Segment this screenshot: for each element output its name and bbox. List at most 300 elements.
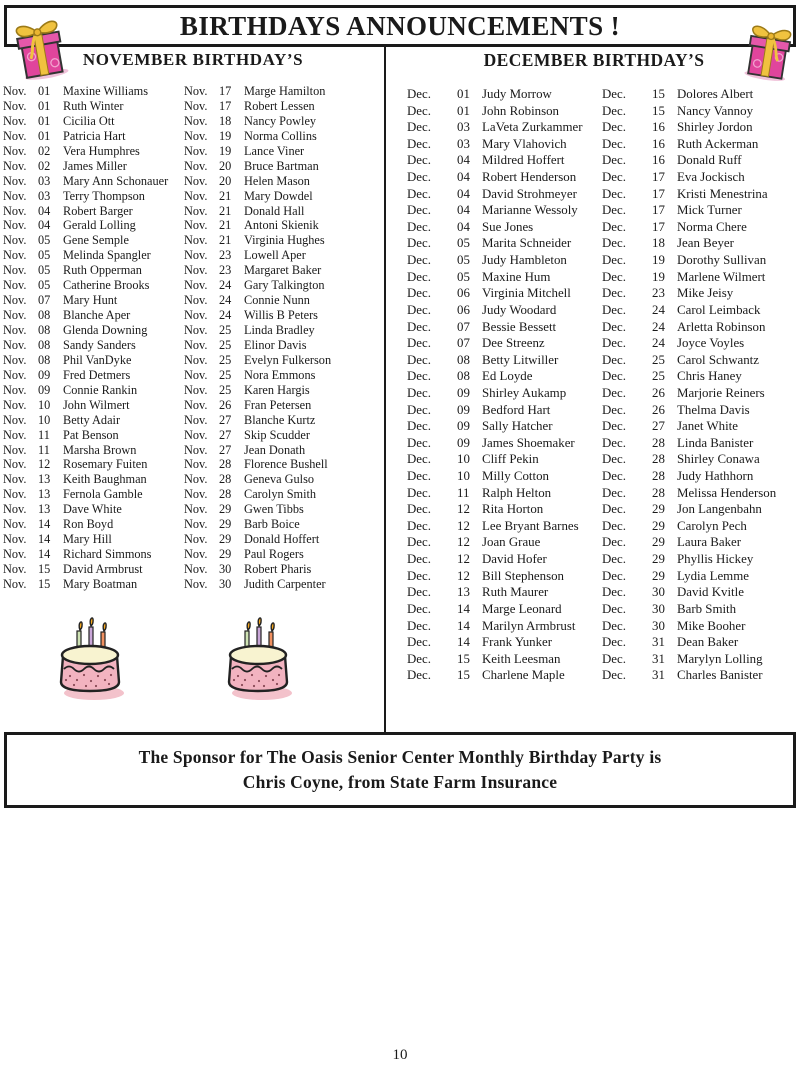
birthday-row bbox=[184, 413, 382, 428]
birthday-row bbox=[602, 651, 800, 668]
birthday-row bbox=[3, 338, 183, 353]
birthday-month: Nov. bbox=[184, 203, 208, 218]
birthday-day: 01 bbox=[38, 98, 51, 113]
birthday-row bbox=[407, 634, 603, 651]
birthday-name: Florence Bushell bbox=[244, 457, 328, 472]
birthday-name: Betty Litwiller bbox=[482, 352, 559, 367]
birthday-row bbox=[3, 114, 183, 129]
birthday-name: Kristi Menestrina bbox=[677, 186, 768, 201]
birthday-name: Blanche Kurtz bbox=[244, 412, 316, 427]
birthday-row bbox=[3, 487, 183, 502]
birthday-month: Dec. bbox=[407, 319, 431, 334]
birthday-name: Fred Detmers bbox=[63, 367, 131, 382]
birthday-name: Fernola Gamble bbox=[63, 487, 143, 502]
birthday-month: Nov. bbox=[3, 293, 27, 308]
birthday-row bbox=[602, 319, 800, 336]
birthday-month: Dec. bbox=[602, 203, 626, 218]
birthday-day: 26 bbox=[219, 397, 232, 412]
birthday-month: Dec. bbox=[602, 452, 626, 467]
birthday-name: Ed Loyde bbox=[482, 369, 533, 384]
birthday-month: Dec. bbox=[407, 336, 431, 351]
birthday-day: 04 bbox=[38, 203, 51, 218]
birthday-row bbox=[184, 577, 382, 592]
birthday-month: Dec. bbox=[602, 651, 626, 666]
birthday-name: Paul Rogers bbox=[244, 547, 304, 562]
birthday-month: Dec. bbox=[407, 136, 431, 151]
birthday-month: Nov. bbox=[3, 337, 27, 352]
birthday-name: Judy Hambleton bbox=[482, 253, 567, 268]
birthday-month: Dec. bbox=[407, 87, 431, 101]
birthday-day: 30 bbox=[652, 585, 665, 600]
birthday-row bbox=[3, 517, 183, 532]
birthday-day: 16 bbox=[652, 153, 665, 168]
birthday-day: 01 bbox=[457, 103, 470, 118]
birthday-day: 09 bbox=[457, 419, 470, 434]
birthday-row bbox=[184, 547, 382, 562]
birthday-month: Dec. bbox=[602, 469, 626, 484]
birthday-month: Nov. bbox=[3, 487, 27, 502]
birthday-name: Ruth Maurer bbox=[482, 585, 549, 600]
sponsor-line-1: The Sponsor for The Oasis Senior Center Monthly Birthday Party is bbox=[138, 747, 662, 767]
birthday-month: Nov. bbox=[3, 173, 27, 188]
birthday-name: John Wilmert bbox=[63, 397, 130, 412]
birthday-row bbox=[3, 413, 183, 428]
birthday-row bbox=[3, 443, 183, 458]
birthday-month: Nov. bbox=[184, 397, 208, 412]
birthday-row bbox=[184, 472, 382, 487]
birthday-name: Rosemary Fuiten bbox=[63, 457, 148, 472]
birthday-day: 25 bbox=[219, 382, 232, 397]
birthday-name: Connie Nunn bbox=[244, 293, 310, 308]
birthday-name: Shirley Conawa bbox=[677, 452, 760, 467]
birthday-name: Robert Pharis bbox=[244, 562, 312, 576]
birthday-row bbox=[3, 159, 183, 174]
birthday-day: 23 bbox=[652, 286, 665, 301]
birthday-row bbox=[184, 532, 382, 547]
birthday-name: Jean Beyer bbox=[677, 236, 734, 251]
birthday-row bbox=[184, 353, 382, 368]
birthday-name: Marge Leonard bbox=[482, 601, 562, 616]
birthday-day: 01 bbox=[38, 113, 51, 128]
birthday-name: Virginia Mitchell bbox=[482, 286, 571, 301]
birthday-row bbox=[407, 302, 603, 319]
birthday-row bbox=[407, 418, 603, 435]
birthday-month: Nov. bbox=[3, 158, 27, 173]
birthday-day: 12 bbox=[38, 457, 51, 472]
birthday-row bbox=[3, 233, 183, 248]
birthday-name: David Strohmeyer bbox=[482, 186, 577, 201]
birthday-month: Nov. bbox=[3, 382, 27, 397]
birthday-name: Mick Turner bbox=[677, 203, 742, 218]
birthday-name: Donald Hall bbox=[244, 203, 305, 218]
november-list-column-1 bbox=[3, 84, 183, 592]
birthday-row bbox=[407, 86, 603, 103]
birthday-name: Thelma Davis bbox=[677, 402, 750, 417]
birthday-day: 21 bbox=[219, 233, 232, 248]
birthday-row bbox=[407, 435, 603, 452]
birthday-month: Dec. bbox=[407, 452, 431, 467]
birthday-day: 15 bbox=[457, 668, 470, 683]
birthday-day: 12 bbox=[457, 568, 470, 583]
birthday-name: Blanche Aper bbox=[63, 308, 131, 323]
birthday-day: 07 bbox=[457, 319, 470, 334]
birthday-month: Nov. bbox=[184, 188, 208, 203]
birthday-day: 28 bbox=[652, 485, 665, 500]
birthday-name: Virginia Hughes bbox=[244, 233, 325, 248]
birthday-name: Laura Baker bbox=[677, 535, 742, 550]
birthday-row bbox=[602, 451, 800, 468]
birthday-row bbox=[602, 534, 800, 551]
birthday-row bbox=[407, 335, 603, 352]
birthday-name: Robert Lessen bbox=[244, 98, 315, 113]
birthday-day: 17 bbox=[652, 203, 665, 218]
birthday-month: Dec. bbox=[602, 618, 626, 633]
birthday-day: 09 bbox=[457, 402, 470, 417]
birthday-month: Dec. bbox=[407, 286, 431, 301]
birthday-row bbox=[407, 651, 603, 668]
birthday-day: 27 bbox=[219, 412, 232, 427]
birthday-row bbox=[602, 119, 800, 136]
birthday-row bbox=[407, 136, 603, 153]
birthday-day: 12 bbox=[457, 518, 470, 533]
birthday-month: Nov. bbox=[184, 248, 208, 263]
birthday-month: Nov. bbox=[3, 427, 27, 442]
birthday-name: Melissa Henderson bbox=[677, 485, 777, 500]
birthday-day: 04 bbox=[457, 203, 470, 218]
birthday-row bbox=[407, 352, 603, 369]
december-list-column-2 bbox=[602, 86, 800, 684]
birthday-day: 04 bbox=[457, 170, 470, 185]
birthday-name: Joyce Voyles bbox=[677, 336, 745, 351]
birthday-day: 25 bbox=[219, 337, 232, 352]
birthday-name: Shirley Aukamp bbox=[482, 385, 567, 400]
birthday-name: Lowell Aper bbox=[244, 248, 306, 263]
birthday-month: Nov. bbox=[184, 218, 208, 233]
birthday-day: 03 bbox=[457, 136, 470, 151]
birthday-row bbox=[407, 518, 603, 535]
birthday-name: Sue Jones bbox=[482, 219, 534, 234]
birthday-row bbox=[3, 383, 183, 398]
birthday-name: Jon Langenbahn bbox=[677, 502, 762, 517]
birthday-month: Dec. bbox=[602, 302, 626, 317]
birthday-month: Nov. bbox=[184, 472, 208, 487]
birthday-name: James Miller bbox=[63, 158, 127, 173]
birthday-row bbox=[3, 398, 183, 413]
birthday-month: Dec. bbox=[407, 219, 431, 234]
birthday-name: Karen Hargis bbox=[244, 382, 310, 397]
birthday-name: Lance Viner bbox=[244, 143, 305, 158]
birthday-row bbox=[3, 293, 183, 308]
birthday-name: Fran Petersen bbox=[244, 397, 312, 412]
birthday-month: Dec. bbox=[407, 502, 431, 517]
birthday-month: Dec. bbox=[407, 518, 431, 533]
birthday-day: 18 bbox=[652, 236, 665, 251]
birthday-name: Cliff Pekin bbox=[482, 452, 539, 467]
birthday-day: 05 bbox=[457, 236, 470, 251]
birthday-row bbox=[3, 263, 183, 278]
november-heading: NOVEMBER BIRTHDAY’S bbox=[82, 50, 304, 69]
birthday-cake-icon bbox=[52, 614, 130, 702]
birthday-row bbox=[3, 368, 183, 383]
birthday-name: Ruth Winter bbox=[63, 98, 124, 113]
birthday-name: Ruth Ackerman bbox=[677, 136, 759, 151]
birthday-month: Dec. bbox=[602, 236, 626, 251]
birthday-month: Nov. bbox=[184, 233, 208, 248]
birthday-day: 13 bbox=[38, 472, 51, 487]
birthday-month: Nov. bbox=[184, 532, 208, 547]
birthday-row bbox=[184, 398, 382, 413]
birthday-month: Nov. bbox=[3, 472, 27, 487]
birthday-month: Nov. bbox=[184, 457, 208, 472]
birthday-day: 13 bbox=[38, 487, 51, 502]
birthday-day: 27 bbox=[219, 442, 232, 457]
birthday-day: 08 bbox=[38, 323, 51, 337]
birthday-row bbox=[184, 99, 382, 114]
birthday-row bbox=[407, 252, 603, 269]
birthday-row bbox=[602, 86, 800, 103]
birthday-row bbox=[602, 601, 800, 618]
birthday-day: 14 bbox=[457, 601, 470, 616]
birthday-day: 15 bbox=[652, 103, 665, 118]
november-list-column-2 bbox=[184, 84, 382, 592]
birthday-name: Joan Graue bbox=[482, 535, 541, 550]
birthday-name: David Armbrust bbox=[63, 562, 143, 576]
birthday-row bbox=[407, 285, 603, 302]
birthday-name: Norma Collins bbox=[244, 128, 317, 143]
birthday-name: Ron Boyd bbox=[63, 517, 114, 532]
birthday-row bbox=[3, 502, 183, 517]
birthday-day: 19 bbox=[219, 143, 232, 158]
birthday-name: Marianne Wessoly bbox=[482, 203, 578, 218]
birthday-month: Dec. bbox=[602, 635, 626, 650]
birthday-name: Barb Smith bbox=[677, 601, 737, 616]
birthday-row bbox=[407, 534, 603, 551]
birthday-month: Dec. bbox=[407, 585, 431, 600]
birthday-day: 24 bbox=[652, 319, 665, 334]
birthday-name: James Shoemaker bbox=[482, 435, 575, 450]
birthday-month: Dec. bbox=[602, 120, 626, 135]
birthday-name: Geneva Gulso bbox=[244, 472, 315, 487]
birthday-row bbox=[184, 204, 382, 219]
gift-icon bbox=[10, 15, 72, 81]
birthday-name: Marita Schneider bbox=[482, 236, 572, 251]
birthday-row bbox=[407, 501, 603, 518]
birthday-day: 01 bbox=[457, 87, 470, 101]
birthday-row bbox=[602, 518, 800, 535]
birthday-day: 10 bbox=[38, 397, 51, 412]
column-divider bbox=[384, 44, 386, 733]
birthday-month: Dec. bbox=[407, 635, 431, 650]
birthday-row bbox=[3, 472, 183, 487]
birthday-name: Frank Yunker bbox=[482, 635, 553, 650]
birthday-name: Marilyn Armbrust bbox=[482, 618, 576, 633]
birthday-row bbox=[3, 129, 183, 144]
birthday-row bbox=[407, 568, 603, 585]
birthday-month: Nov. bbox=[184, 517, 208, 532]
birthday-name: Elinor Davis bbox=[244, 337, 307, 352]
birthday-month: Dec. bbox=[602, 186, 626, 201]
birthday-row bbox=[3, 532, 183, 547]
birthday-row bbox=[184, 278, 382, 293]
birthday-day: 24 bbox=[219, 278, 232, 293]
birthday-name: Phil VanDyke bbox=[63, 352, 132, 367]
birthday-row bbox=[3, 428, 183, 443]
birthday-row bbox=[407, 169, 603, 186]
birthday-name: Donald Ruff bbox=[677, 153, 742, 168]
birthday-day: 30 bbox=[652, 618, 665, 633]
birthday-day: 03 bbox=[38, 173, 51, 188]
birthday-name: Mary Hill bbox=[63, 532, 112, 547]
birthday-row bbox=[184, 248, 382, 263]
birthday-name: John Robinson bbox=[482, 103, 559, 118]
birthday-row bbox=[184, 114, 382, 129]
birthday-day: 29 bbox=[652, 502, 665, 517]
birthday-month: Dec. bbox=[602, 153, 626, 168]
birthday-day: 29 bbox=[219, 532, 232, 547]
birthday-month: Dec. bbox=[602, 585, 626, 600]
birthday-name: Linda Banister bbox=[677, 435, 754, 450]
birthday-row bbox=[3, 457, 183, 472]
birthday-name: Nancy Powley bbox=[244, 113, 317, 128]
birthday-row bbox=[602, 418, 800, 435]
birthday-row bbox=[407, 584, 603, 601]
birthday-name: Glenda Downing bbox=[63, 323, 148, 337]
birthday-month: Nov. bbox=[184, 427, 208, 442]
birthday-row bbox=[3, 308, 183, 323]
birthday-row bbox=[602, 335, 800, 352]
birthday-row bbox=[602, 235, 800, 252]
birthday-name: Vera Humphres bbox=[63, 143, 140, 158]
birthday-day: 28 bbox=[652, 452, 665, 467]
birthday-day: 29 bbox=[652, 568, 665, 583]
birthday-row bbox=[602, 152, 800, 169]
birthday-row bbox=[184, 428, 382, 443]
birthday-day: 04 bbox=[457, 153, 470, 168]
birthday-name: Bill Stephenson bbox=[482, 568, 565, 583]
birthday-day: 26 bbox=[652, 385, 665, 400]
page-title: BIRTHDAYS ANNOUNCEMENTS ! bbox=[179, 10, 621, 41]
birthday-row bbox=[602, 584, 800, 601]
birthday-name: Ruth Opperman bbox=[63, 263, 142, 278]
birthday-month: Nov. bbox=[3, 367, 27, 382]
birthday-day: 21 bbox=[219, 203, 232, 218]
birthday-row bbox=[407, 219, 603, 236]
birthday-month: Nov. bbox=[184, 323, 208, 337]
birthday-row bbox=[602, 485, 800, 502]
birthday-name: Marlene Wilmert bbox=[677, 269, 766, 284]
birthday-month: Nov. bbox=[184, 352, 208, 367]
birthday-name: Robert Barger bbox=[63, 203, 133, 218]
birthday-name: Lydia Lemme bbox=[677, 568, 749, 583]
birthday-month: Nov. bbox=[3, 278, 27, 293]
birthday-day: 08 bbox=[38, 308, 51, 323]
birthday-day: 16 bbox=[652, 120, 665, 135]
birthday-month: Nov. bbox=[3, 457, 27, 472]
birthday-row bbox=[184, 293, 382, 308]
birthday-name: Sally Hatcher bbox=[482, 419, 553, 434]
birthday-row bbox=[602, 551, 800, 568]
birthday-month: Dec. bbox=[407, 535, 431, 550]
birthday-day: 31 bbox=[652, 651, 665, 666]
birthday-month: Nov. bbox=[3, 576, 27, 591]
birthday-day: 31 bbox=[652, 668, 665, 683]
birthday-name: Charlene Maple bbox=[482, 668, 565, 683]
birthday-row bbox=[184, 233, 382, 248]
birthday-month: Dec. bbox=[602, 502, 626, 517]
birthday-name: Nancy Vannoy bbox=[677, 103, 754, 118]
birthday-name: Gene Semple bbox=[63, 233, 129, 248]
birthday-day: 28 bbox=[219, 472, 232, 487]
birthday-row bbox=[407, 119, 603, 136]
birthday-month: Dec. bbox=[602, 219, 626, 234]
birthday-name: Carol Leimback bbox=[677, 302, 761, 317]
birthday-day: 06 bbox=[457, 302, 470, 317]
birthday-name: David Hofer bbox=[482, 552, 547, 567]
birthday-name: David Kvitle bbox=[677, 585, 744, 600]
birthday-name: Norma Chere bbox=[677, 219, 747, 234]
birthday-month: Nov. bbox=[184, 263, 208, 278]
birthday-name: LaVeta Zurkammer bbox=[482, 120, 583, 135]
birthday-day: 29 bbox=[219, 517, 232, 532]
birthday-month: Nov. bbox=[3, 562, 27, 576]
birthday-name: Willis B Peters bbox=[244, 308, 318, 323]
birthday-name: Bruce Bartman bbox=[244, 158, 319, 173]
birthday-name: Ralph Helton bbox=[482, 485, 552, 500]
birthday-day: 25 bbox=[652, 369, 665, 384]
birthday-day: 29 bbox=[652, 535, 665, 550]
birthday-name: Mike Booher bbox=[677, 618, 746, 633]
birthday-month: Nov. bbox=[184, 576, 208, 591]
birthday-row bbox=[407, 235, 603, 252]
birthday-name: Donald Hoffert bbox=[244, 532, 320, 547]
birthday-name: Robert Henderson bbox=[482, 170, 577, 185]
birthday-month: Dec. bbox=[407, 385, 431, 400]
birthday-row bbox=[3, 278, 183, 293]
birthday-month: Dec. bbox=[602, 435, 626, 450]
birthday-day: 27 bbox=[652, 419, 665, 434]
birthday-row bbox=[407, 202, 603, 219]
birthday-day: 10 bbox=[38, 412, 51, 427]
birthday-name: Marylyn Lolling bbox=[677, 651, 763, 666]
birthday-month: Dec. bbox=[407, 236, 431, 251]
birthday-row bbox=[602, 634, 800, 651]
birthday-row bbox=[407, 368, 603, 385]
birthday-day: 24 bbox=[652, 336, 665, 351]
birthday-month: Nov. bbox=[3, 308, 27, 323]
birthday-name: Evelyn Fulkerson bbox=[244, 352, 332, 367]
birthday-day: 19 bbox=[652, 253, 665, 268]
birthday-row bbox=[184, 383, 382, 398]
birthday-day: 01 bbox=[38, 128, 51, 143]
birthday-row bbox=[184, 159, 382, 174]
birthday-name: Mary Vlahovich bbox=[482, 136, 567, 151]
birthday-row bbox=[407, 667, 603, 684]
birthday-name: Mary Boatman bbox=[63, 576, 138, 591]
birthday-day: 29 bbox=[652, 518, 665, 533]
birthday-month: Dec. bbox=[602, 87, 626, 101]
page-number: 10 bbox=[392, 1047, 408, 1063]
birthday-row bbox=[184, 84, 382, 99]
birthday-day: 10 bbox=[457, 469, 470, 484]
birthday-day: 24 bbox=[652, 302, 665, 317]
birthday-day: 20 bbox=[219, 158, 232, 173]
birthday-row bbox=[3, 84, 183, 99]
birthday-day: 05 bbox=[38, 233, 51, 248]
birthday-month: Dec. bbox=[602, 668, 626, 683]
birthday-name: Chris Haney bbox=[677, 369, 742, 384]
sponsor-banner bbox=[4, 732, 796, 808]
birthday-month: Nov. bbox=[184, 98, 208, 113]
